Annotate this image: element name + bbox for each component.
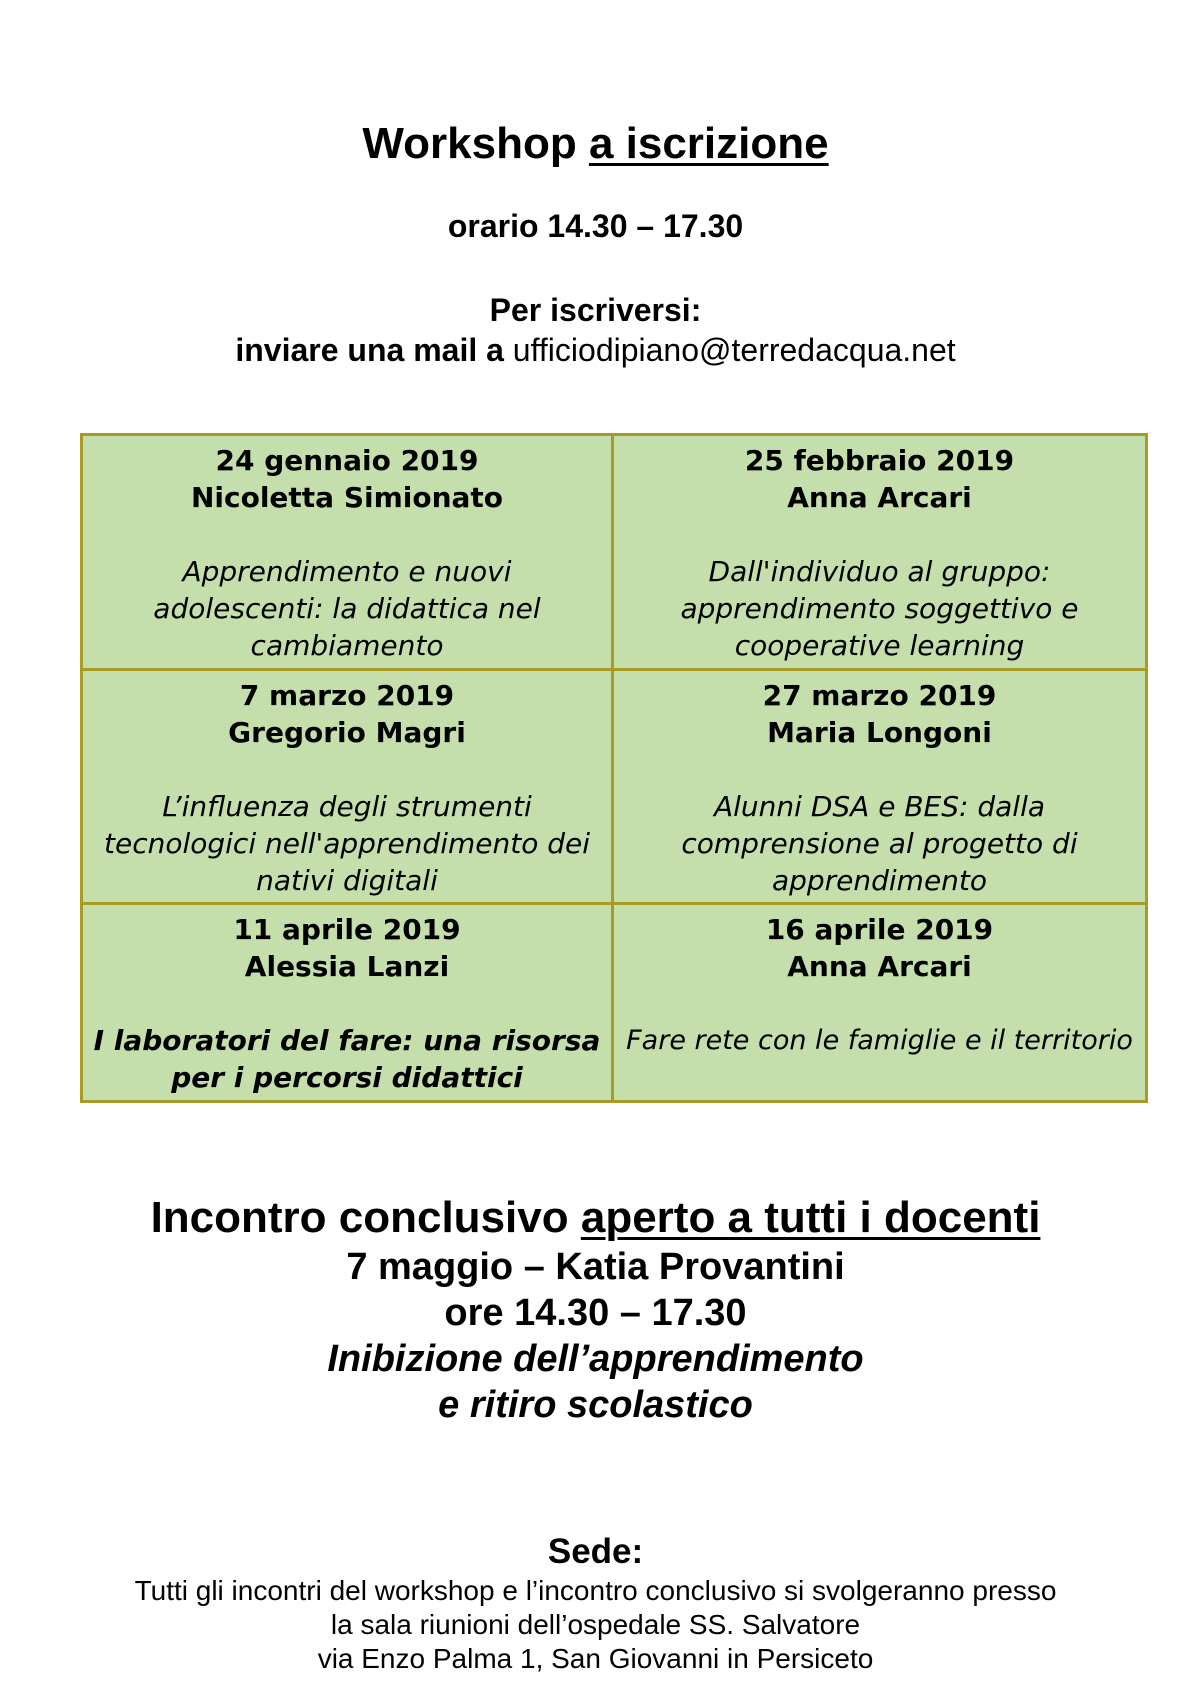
session-speaker: Anna Arcari	[787, 481, 972, 514]
venue-label: Sede:	[547, 1532, 644, 1571]
signup-line	[0, 330, 1191, 370]
title-prefix: Workshop	[362, 119, 577, 168]
closing-title	[0, 1192, 1191, 1244]
session-cell	[613, 904, 1147, 1102]
session-topic-line: cooperative learning	[734, 629, 1025, 662]
session-cell	[613, 670, 1147, 904]
venue-line: Tutti gli incontri del workshop e l’incontro conclusivo si svolgeranno presso	[134, 1575, 1057, 1606]
session-speaker: Alessia Lanzi	[244, 950, 450, 984]
session-topic-line: per i percorsi didattici	[171, 1061, 523, 1095]
signup-section	[0, 290, 1191, 370]
session-topic-line: Apprendimento e nuovi	[182, 555, 512, 588]
table-row	[82, 904, 1147, 1102]
venue-section	[0, 1530, 1191, 1676]
closing-hours: ore 14.30 – 17.30	[444, 1292, 747, 1334]
schedule-table	[80, 433, 1148, 1103]
closing-topic-line: Inibizione dell’apprendimento	[327, 1338, 864, 1380]
session-cell	[82, 435, 613, 670]
title-underlined: a iscrizione	[588, 119, 829, 168]
session-topic-line: I laboratori del fare: una risorsa	[93, 1024, 601, 1058]
session-date: 11 aprile 2019	[233, 913, 461, 947]
venue-line: la sala riunioni dell’ospedale SS. Salvatore	[330, 1609, 861, 1640]
closing-title-prefix: Incontro conclusivo	[150, 1193, 569, 1242]
session-speaker: Nicoletta Simionato	[190, 481, 504, 514]
page-title	[0, 118, 1191, 170]
session-date: 24 gennaio 2019	[215, 444, 479, 477]
session-topic-line: tecnologici nell'apprendimento dei	[103, 827, 591, 861]
session-topic-line: nativi digitali	[256, 864, 438, 898]
signup-label: Per iscriversi:	[489, 292, 702, 328]
session-topic-line: comprensione al progetto di	[681, 827, 1078, 861]
closing-date-speaker: 7 maggio – Katia Provantini	[346, 1246, 845, 1288]
signup-email[interactable]: ufficiodipiano@terredacqua.net	[512, 332, 956, 368]
session-topic-line: Fare rete con le famiglie e il territorio	[626, 1025, 1133, 1057]
session-cell	[613, 435, 1147, 670]
session-topic-line: apprendimento	[771, 864, 988, 898]
table-row	[82, 435, 1147, 670]
session-speaker: Anna Arcari	[787, 950, 972, 984]
session-speaker: Gregorio Magri	[228, 716, 466, 750]
session-topic-line: cambiamento	[250, 629, 444, 662]
session-speaker: Maria Longoni	[767, 716, 992, 750]
session-date: 7 marzo 2019	[239, 679, 455, 713]
session-topic-line: adolescenti: la didattica nel	[153, 592, 541, 625]
session-date: 27 marzo 2019	[762, 679, 997, 713]
session-cell	[82, 904, 613, 1102]
session-date: 25 febbraio 2019	[744, 444, 1015, 477]
session-topic-line: Dall'individuo al gruppo:	[708, 555, 1051, 588]
closing-title-underlined: aperto a tutti i docenti	[580, 1193, 1041, 1242]
session-date: 16 aprile 2019	[765, 913, 994, 947]
venue-line: via Enzo Palma 1, San Giovanni in Persiceto	[317, 1643, 874, 1674]
closing-section	[0, 1192, 1191, 1428]
session-topic-line: apprendimento soggettivo e	[680, 592, 1079, 625]
session-cell	[82, 670, 613, 904]
session-topic-line: L’influenza degli strumenti	[162, 790, 532, 824]
session-topic-line: Alunni DSA e BES: dalla	[713, 790, 1046, 824]
signup-text: inviare una mail a	[235, 332, 504, 368]
workshop-hours: orario 14.30 – 17.30	[447, 208, 744, 244]
table-row	[82, 670, 1147, 904]
closing-topic-line: e ritiro scolastico	[438, 1384, 753, 1426]
